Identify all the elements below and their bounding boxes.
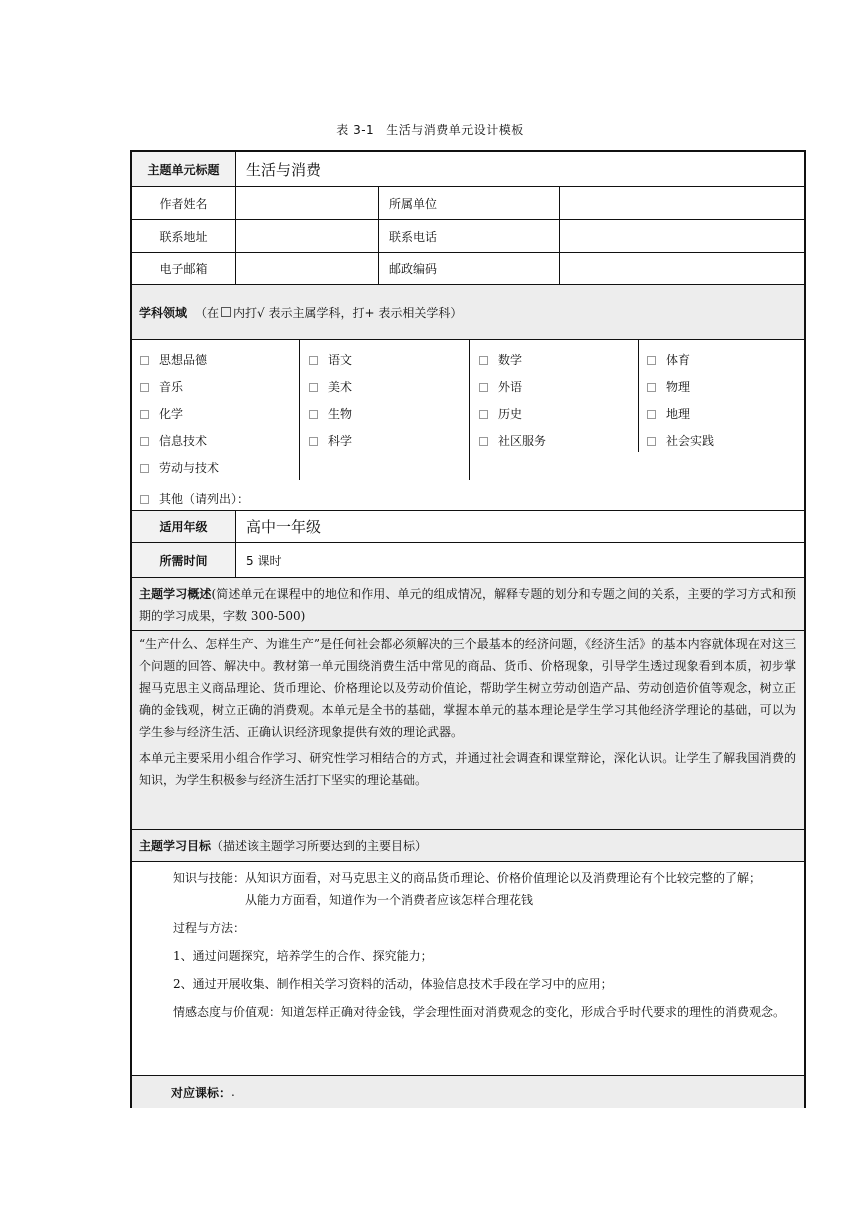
time-label: 所需时间 <box>132 543 236 577</box>
subject-item[interactable]: 语文 <box>309 351 352 368</box>
address-field[interactable] <box>236 220 379 252</box>
overview-paragraph-2: 本单元主要采用小组合作学习、研究性学习相结合的方式，并通过社会调查和课堂辩论，深化认识。让学生了解我国消费的知识，为学生积极参与经济生活打下坚实的理论基础。 <box>139 751 796 787</box>
subject-item[interactable]: 数学 <box>479 351 522 368</box>
grade-value[interactable]: 高中一年级 <box>246 518 322 536</box>
row-subject-header <box>132 285 804 340</box>
goals-content <box>139 862 796 1075</box>
standards-value[interactable]: . <box>231 1085 235 1099</box>
subject-header <box>139 285 804 339</box>
subject-item[interactable]: 美术 <box>309 378 352 395</box>
goals-line-emotion: 情感态度与价值观：知道怎样正确对待金钱，学会理性面对消费观念的变化，形成合乎时代要求的理性的消费观念。 <box>173 1005 786 1019</box>
checkbox-icon[interactable] <box>647 356 656 365</box>
subject-note-prefix: （在 <box>195 305 220 320</box>
subject-item[interactable]: 体育 <box>647 351 690 368</box>
checkbox-icon[interactable] <box>309 356 318 365</box>
checkbox-icon[interactable] <box>647 437 656 446</box>
overview-header <box>139 578 796 630</box>
goals-desc: （描述该主题学习所要达到的主要目标） <box>211 839 428 853</box>
subject-item[interactable]: 音乐 <box>140 378 183 395</box>
phone-label: 联系电话 <box>379 220 560 252</box>
subject-item[interactable]: 社会实践 <box>647 432 714 449</box>
time-value[interactable]: 5 课时 <box>246 553 282 568</box>
checkbox-icon[interactable] <box>140 410 149 419</box>
postal-field[interactable] <box>560 253 804 284</box>
checkbox-icon[interactable] <box>479 383 488 392</box>
row-unit-title <box>132 152 804 187</box>
row-subjects <box>132 340 804 511</box>
checkbox-icon[interactable] <box>479 410 488 419</box>
checkbox-icon[interactable] <box>647 410 656 419</box>
grade-label: 适用年级 <box>132 511 236 542</box>
checkbox-icon[interactable] <box>309 383 318 392</box>
subject-item[interactable]: 信息技术 <box>140 432 207 449</box>
row-author <box>132 187 804 220</box>
overview-paragraph-1: “生产什么、怎样生产、为谁生产”是任何社会都必须解决的三个最基本的经济问题，《经济生活》的基本内容就体现在对这三个问题的回答、解决中。教材第一单元围绕消费生活中常见的商品、货币、价格现象，引导学生透过现象看到本质，初步掌握马克思主义商品理论、货币理论、价格理论以及劳动价值论，帮助学生树立劳动创造产品、劳动创造价值等观念，树立正确的金钱观，树立正确的消费观。本单元是全书的基础，掌握本单元的基本理论是学生学习其他经济学理论的基础，可以为学生参与经济生活、正确认识经济现象提供有效的理论武器。 <box>139 637 796 739</box>
overview-desc: (简述单元在课程中的地位和作用、单元的组成情况，解释专题的划分和专题之间的关系，主要的学习方式和预期的学习成果，字数 300-500) <box>139 587 796 623</box>
unit-label: 所属单位 <box>379 187 560 219</box>
subject-note-suffix: 内打√ 表示主属学科，打+ 表示相关学科） <box>233 305 463 320</box>
row-standards <box>132 1076 804 1108</box>
email-label: 电子邮箱 <box>132 253 236 284</box>
subject-item[interactable]: 物理 <box>647 378 690 395</box>
checkbox-icon[interactable] <box>140 383 149 392</box>
subject-divider-1 <box>299 340 300 480</box>
subject-item[interactable]: 外语 <box>479 378 522 395</box>
checkbox-icon[interactable] <box>309 410 318 419</box>
row-overview-header <box>132 578 804 631</box>
subject-item[interactable]: 科学 <box>309 432 352 449</box>
table-caption <box>0 121 860 138</box>
subject-other-item[interactable]: 其他（请列出）： <box>140 490 249 507</box>
subject-title: 学科领域 <box>139 305 188 320</box>
postal-label: 邮政编码 <box>379 253 560 284</box>
row-time <box>132 543 804 578</box>
standards-cell <box>171 1076 804 1108</box>
subject-item[interactable]: 地理 <box>647 405 690 422</box>
goals-header <box>139 830 804 861</box>
checkbox-icon[interactable] <box>140 437 149 446</box>
unit-title-value[interactable]: 生活与消费 <box>246 160 322 179</box>
subject-item[interactable]: 生物 <box>309 405 352 422</box>
phone-field[interactable] <box>560 220 804 252</box>
unit-design-table <box>130 150 806 1108</box>
subject-item[interactable]: 思想品德 <box>140 351 207 368</box>
caption-number: 表 3-1 <box>336 123 375 137</box>
goals-title: 主题学习目标 <box>139 839 212 853</box>
checkbox-icon[interactable] <box>140 356 149 365</box>
subject-item[interactable]: 历史 <box>479 405 522 422</box>
author-name-field[interactable] <box>236 187 379 219</box>
goals-line-process: 过程与方法： <box>173 921 246 935</box>
row-grade <box>132 511 804 543</box>
unit-field[interactable] <box>560 187 804 219</box>
overview-content <box>139 631 796 829</box>
checkbox-sample-icon <box>221 307 231 317</box>
email-field[interactable] <box>236 253 379 284</box>
row-email <box>132 253 804 285</box>
overview-title: 主题学习概述 <box>139 587 212 601</box>
checkbox-icon[interactable] <box>479 356 488 365</box>
row-goals-header <box>132 830 804 862</box>
subject-divider-2 <box>469 340 470 480</box>
checkbox-icon[interactable] <box>140 464 149 473</box>
goals-line-knowledge: 知识与技能：从知识方面看，对马克思主义的商品货币理论、价格价值理论以及消费理论有个比较完整的了解； <box>173 871 762 885</box>
checkbox-icon[interactable] <box>479 437 488 446</box>
unit-title-label: 主题单元标题 <box>132 152 236 186</box>
subject-item[interactable]: 劳动与技术 <box>140 459 219 476</box>
standards-label: 对应课标： <box>171 1085 232 1100</box>
address-label: 联系地址 <box>132 220 236 252</box>
subject-item[interactable]: 社区服务 <box>479 432 546 449</box>
subject-item[interactable]: 化学 <box>140 405 183 422</box>
checkbox-icon[interactable] <box>309 437 318 446</box>
row-goals-content <box>132 862 804 1076</box>
caption-title: 生活与消费单元设计模板 <box>386 123 524 137</box>
goals-line-1: 1、通过问题探究，培养学生的合作、探究能力； <box>173 949 433 963</box>
row-overview-content <box>132 631 804 830</box>
author-name-label: 作者姓名 <box>132 187 236 219</box>
row-address <box>132 220 804 253</box>
goals-line-ability: 从能力方面看，知道作为一个消费者应该怎样合理花钱 <box>245 893 534 907</box>
checkbox-icon[interactable] <box>647 383 656 392</box>
goals-line-2: 2、通过开展收集、制作相关学习资料的活动，体验信息技术手段在学习中的应用； <box>173 977 613 991</box>
subject-divider-3 <box>638 340 639 452</box>
checkbox-icon[interactable] <box>140 495 149 504</box>
